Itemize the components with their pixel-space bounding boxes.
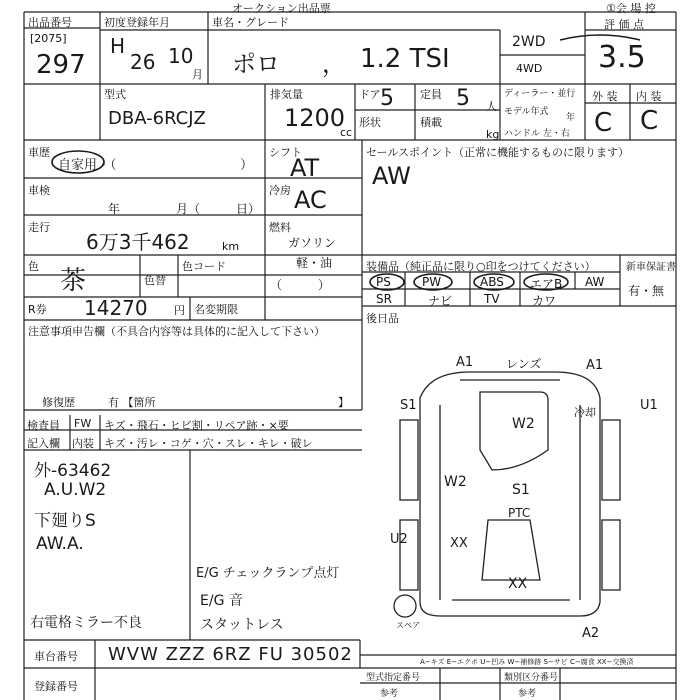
class-ref-label: 参考 [518,689,537,699]
chassis-label: 車台番号 [34,650,78,663]
mark-ptc: PTC [508,506,531,520]
model-year-label: モデル年式 [504,107,549,117]
mark-u2: U2 [390,532,408,547]
repair-label: 修復歴 [42,396,75,409]
checker-in-text: キズ・汚レ・コゲ・穴・スレ・キレ・破レ [104,437,313,450]
shape-label: 形状 [359,116,381,129]
recycle-value: 14270 [84,296,148,320]
capacity-label: 定員 [420,88,442,101]
capacity-unit: 人 [486,100,497,113]
note-line: 下廻りS [34,511,96,531]
displacement-label: 排気量 [270,88,303,101]
color-label: 色 [28,260,39,273]
cert-ref-label: 参考 [380,689,399,699]
mark-xx-bottom: XX [508,576,528,592]
model-year-unit: 年 [566,113,576,123]
fuel-close: （ ） [270,278,331,292]
mark-lens: レンズ [506,357,542,371]
mark-xx-mid: XX [450,536,468,551]
model-value: DBA-6RCJZ [108,108,206,129]
mark-a2: A2 [582,626,600,641]
note-line: スタットレス [200,617,284,633]
lot-label: 出品番号 [28,16,72,29]
mileage-value: 6万3千462 [86,230,190,254]
model-label: 型式 [104,88,126,101]
car-name-label: 車名・グレード [212,16,289,29]
car-grade: 1.2 TSI [360,44,450,74]
load-label: 積載 [420,116,442,129]
mileage-unit: km [222,240,240,253]
equip-ps: PS [376,275,391,289]
interior-label: 内 装 [636,90,662,103]
checker-fw-text: キズ・飛石・ヒビ割・リペア跡・×要 [104,419,289,432]
interior-value: C [640,106,659,136]
car-sep: ， [322,50,346,78]
category-label: 車歴 [28,146,50,159]
mark-w2-mid: W2 [444,474,467,490]
sales-value: AW [372,162,411,190]
mark-a1-left: A1 [456,355,474,370]
mark-s1-mid: S1 [512,482,530,498]
category-value: 自家用・（ [58,158,117,173]
repair-close: 】 [338,396,349,409]
equip-airbag: エアB [530,277,563,291]
doors-label: ドア [359,88,381,101]
note-line: AW.A. [36,534,84,554]
registration-year: 26 [130,50,156,74]
recycle-unit: 円 [174,304,185,317]
fuel-label: 燃料 [269,221,291,234]
fuel-light: 軽・油 [296,256,333,270]
mark-u1: U1 [640,398,658,413]
defect-notice-label: 注意事項申告欄（不具合内容等は具体的に記入して下さい） [28,325,325,338]
inspection-day: 日） [236,202,261,216]
drive-4wd: 4WD [516,62,543,75]
exterior-label: 外 装 [592,90,618,103]
capacity-value: 5 [456,86,470,111]
shift-value: AT [290,154,320,182]
paint-label: 色替 [144,274,166,287]
note-line: A.U.W2 [44,480,107,500]
aircon-label: 冷房 [269,184,291,197]
note-line: E/G 音 [200,593,243,609]
lot-code: [2075] [30,32,67,45]
registration-label: 初度登録年月 [104,16,170,29]
mark-a1-right: A1 [586,358,604,373]
checker-label-1: 検査員 [27,419,60,432]
equip-leather: カワ [532,294,557,308]
equip-tv: TV [484,292,500,306]
doors-value: 5 [380,86,394,111]
mark-cooler: 冷却 [574,406,596,419]
load-unit: kg [486,128,500,141]
mark-spare: スペア [396,621,420,630]
inspection-label: 車検 [28,184,50,197]
dealer-label: ディーラー・並行 [504,89,576,99]
score-label: 評 価 点 [604,18,644,31]
equip-pw: PW [422,275,442,289]
venue-label: ①会 場 控 [606,2,656,15]
inspection-year: 年 [108,202,121,216]
category-close: ） [240,158,254,173]
color-value: 茶 [60,266,87,296]
handle-label: ハンドル 左・右 [504,129,570,139]
score-value: 3.5 [598,40,646,75]
warranty-value: 有・無 [628,284,665,298]
rear-seat-label: 後日品 [366,312,399,325]
car-name: ポロ [232,50,280,78]
warranty-label: 新車保証書 [626,262,676,273]
mark-s1: S1 [400,398,417,413]
owner-change-label: 名変期限 [194,303,238,316]
equipment-label: 装備品（純正品に限り○印をつけてください） [366,260,596,273]
registration-month-unit: 月 [192,68,203,81]
sales-label: セールスポイント（正常に機能するものに限ります） [366,146,630,159]
aircon-value: AC [294,186,327,214]
cert-number-label: 型式指定番号 [366,673,421,683]
equip-abs: ABS [480,275,504,289]
note-line: 外-63462 [34,461,112,481]
repair-value: 有 【箇所 [108,396,156,409]
lot-number: 297 [36,50,86,80]
inspection-month: 月（ [176,202,201,216]
checker-in: 内装 [72,437,94,450]
note-line: E/G チェックランプ点灯 [196,566,340,581]
mileage-label: 走行 [28,221,50,234]
equip-aw: AW [585,275,605,289]
checker-fw: FW [74,417,92,430]
header-title: オークション出品票 [232,2,331,15]
checker-label-2: 記入欄 [27,437,60,450]
exterior-value: C [594,108,613,138]
displacement-unit: cc [340,126,353,139]
recycle-label: R券 [28,303,47,316]
mark-w2-top: W2 [512,416,535,432]
chassis-value: WVW ZZZ 6RZ FU 30502 [108,644,353,665]
registration-number-label: 登録番号 [34,680,78,693]
class-number-label: 類別区分番号 [504,673,559,683]
color-code-label: 色コード [182,260,226,273]
shift-label: シフト [269,146,302,159]
equip-sr: SR [376,292,392,306]
fuel-gas: ガソリン [288,236,337,250]
note-line: 右電格ミラー不良 [30,615,142,631]
equip-navi: ナビ [428,294,453,308]
drive-2wd: 2WD [512,34,546,50]
registration-month: 10 [168,44,194,68]
displacement-value: 1200 [284,104,346,132]
damage-legend: A−キズ E−エクボ U−凹み W−補修跡 S−サビ C−腐食 XX−交換済 [420,658,634,666]
registration-era: H [110,34,126,58]
